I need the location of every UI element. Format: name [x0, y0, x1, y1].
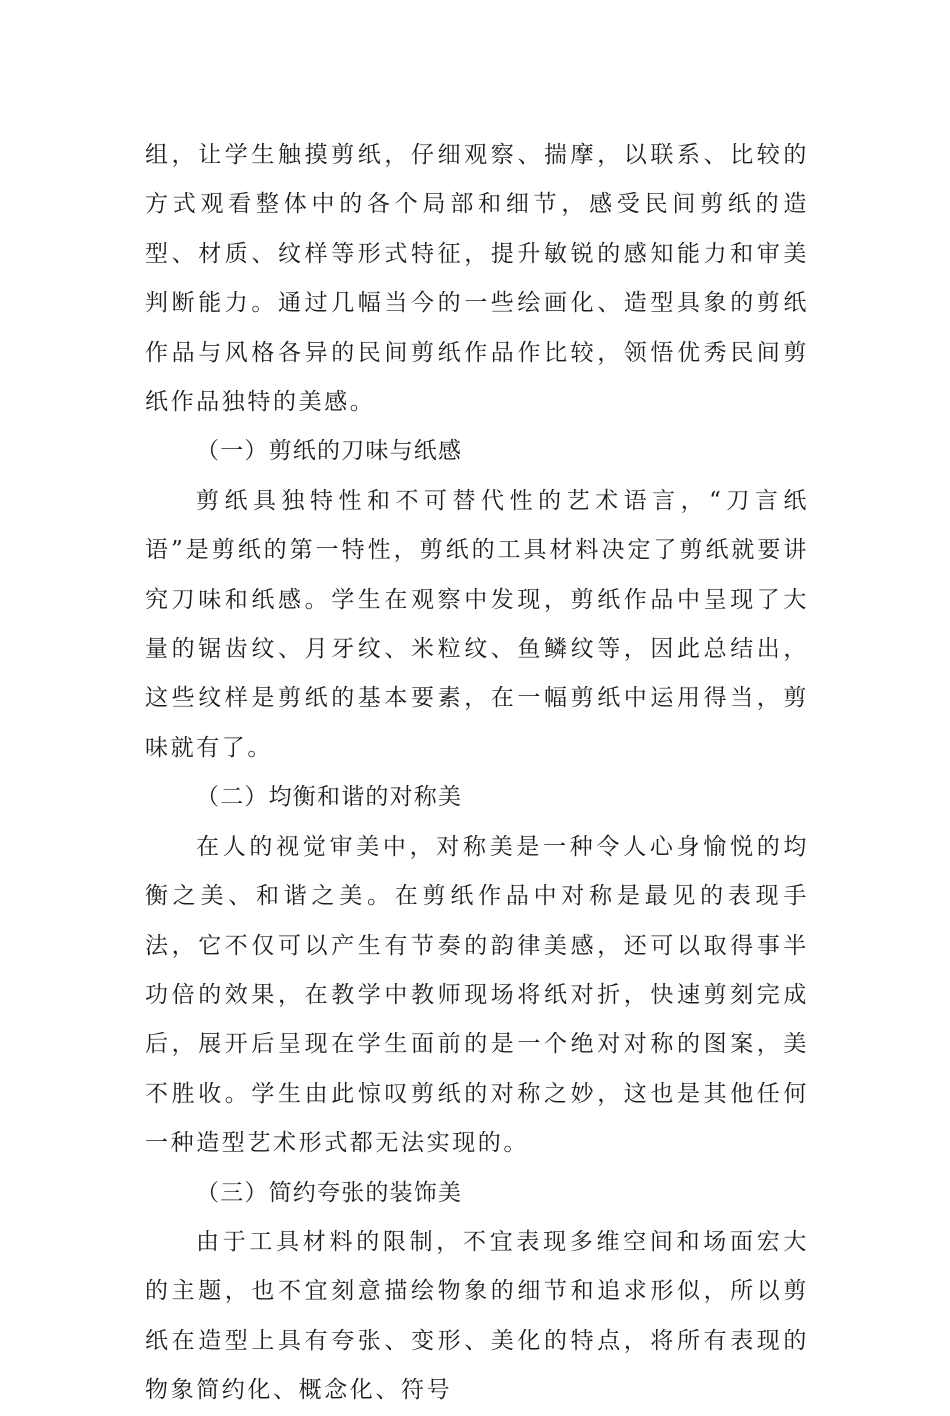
section-heading-3: （三）简约夸张的装饰美 [196, 1179, 463, 1206]
paragraph-section-1: 剪纸具独特性和不可替代性的艺术语言，“刀言纸语”是剪纸的第一特性，剪纸的工具材料决定了剪纸就要讲究刀味和纸感。学生在观察中发现，剪纸作品中呈现了大量的锯齿纹、月牙纹、米粒纹、鱼鳞纹等，因此总结出，这些纹样是剪纸的基本要素，在一幅剪纸中运用得当，剪味就有了。 [145, 487, 809, 761]
paragraph-intro: 组，让学生触摸剪纸，仔细观察、揣摩，以联系、比较的方式观看整体中的各个局部和细节，感受民间剪纸的造型、材质、纹样等形式特征，提升敏锐的感知能力和审美判断能力。通过几幅当今的一些绘画化、造型具象的剪纸作品与风格各异的民间剪纸作品作比较，领悟优秀民间剪纸作品独特的美感。 [145, 142, 809, 416]
paragraph-section-2: 在人的视觉审美中，对称美是一种令人心身愉悦的均衡之美、和谐之美。在剪纸作品中对称是最见的表现手法，它不仅可以产生有节奏的韵律美感，还可以取得事半功倍的效果，在教学中教师现场将纸对折，快速剪刻完成后，展开后呈现在学生面前的是一个绝对对称的图案，美不胜收。学生由此惊叹剪纸的对称之妙，这也是其他任何一种造型艺术形式都无法实现的。 [145, 833, 809, 1157]
document-body [145, 131, 809, 1416]
paragraph-section-3: 由于工具材料的限制，不宜表现多维空间和场面宏大的主题，也不宜刻意描绘物象的细节和追求形似，所以剪纸在造型上具有夸张、变形、美化的特点，将所有表现的物象简约化、概念化、符号 [145, 1228, 809, 1404]
section-heading-2: （二）均衡和谐的对称美 [196, 784, 463, 811]
section-heading-1: （一）剪纸的刀味与纸感 [196, 438, 463, 465]
